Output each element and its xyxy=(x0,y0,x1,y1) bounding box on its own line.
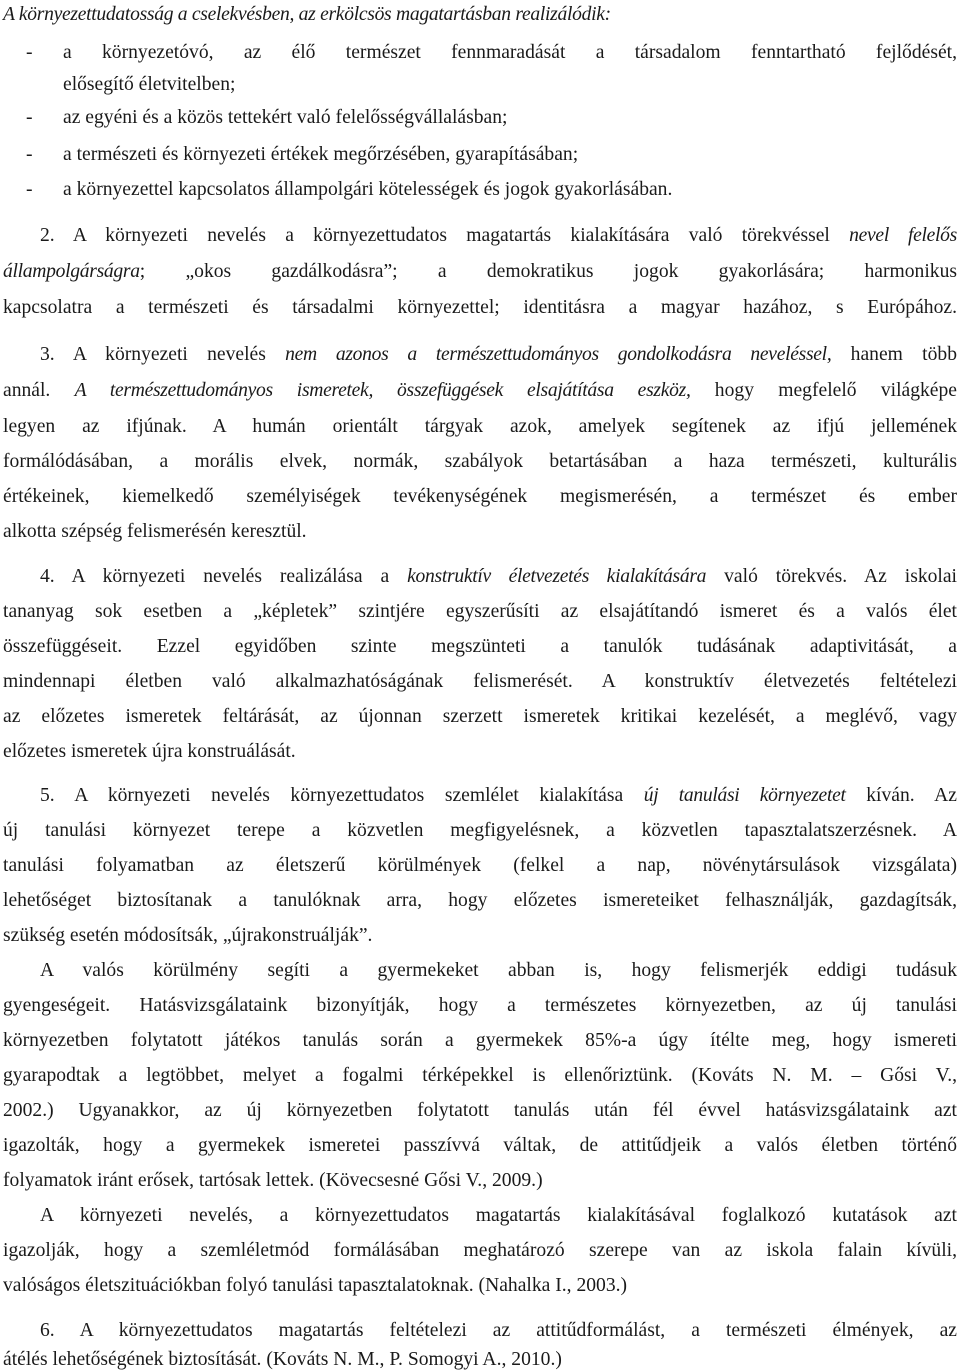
paragraph-line: az előzetes ismeretek feltárását, az újonnan szerzett ismeretek kritikai kezelését, a meglévő, vagy xyxy=(3,706,957,727)
paragraph-line: 6. A környezettudatos magatartás feltételezi az attitűdformálást, a természeti élmények, az xyxy=(40,1320,957,1341)
paragraph-line: tananyag sok esetben a „képletek” szintjére egyszerűsíti az elsajátítandó ismeret és a valós élet xyxy=(3,601,957,622)
paragraph-line: kapcsolatra a természeti és társadalmi környezettel; identitásra a magyar hazához, s Európához. xyxy=(3,297,957,318)
bullet-item-continuation: elősegítő életvitelben; xyxy=(63,74,236,95)
document-page: A környezettudatosság a cselekvésben, az erkölcsös magatartásban realizálódik: - a környezetóvó, az élő természet fennmaradását a társadalom fenntartható fejlődését, elősegítő életvitelben; - az egyéni és a közös tettekért való felelősségvállalásban; - a természeti és környezeti értékek megőrzésében, gyarapításában; - a környezettel kapcsolatos állampolgári kötelességek és jogok gyakorlásában. 2. A környezeti nevelés a környezettudatos magatartás kialakítására való törekvéssel nevel felelős állampolgárságra; „okos gazdálkodásra”; a demokratikus jogok gyakorlására; harmonikus kapcsolatra a természeti és társadalmi környezettel; identitásra a magyar hazához, s Európához. 3. A környezeti nevelés nem azonos a természettudományos gondolkodásra neveléssel, hanem több annál. A természettudományos ismeretek, összefüggések elsajátítása eszköz, hogy megfelelő világképe legyen az ifjúnak. A humán orientált tárgyak azok, amelyek segítenek az ifjú jellemének formálódásában, a morális elvek, normák, szabályok betartásában a haza természeti, kulturális értékeinek, kiemelkedő személyiségek tevékenységének megismerésén, a természet és ember alkotta szépség felismerésén keresztül. 4. A környezeti nevelés realizálása a konstruktív életvezetés kialakítására való törekvés. Az iskolai tananyag sok esetben a „képletek” szintjére egyszerűsíti az elsajátítandó ismeret és a valós élet összefüggéseit. Ezzel egyidőben szinte megszünteti a tanulók tudásának adaptivitását, a mindennapi életben való alkalmazhatóságának felismerését. A konstruktív életvezetés feltételezi az előzetes ismeretek feltárását, az újonnan szerzett ismeretek kritikai kezelését, a meglévő, vagy előzetes ismeretek újra konstruálását. 5. A környezeti nevelés környezettudatos szemlélet kialakítása új tanulási környezetet kíván. Az új tanulási környezet terepe a közvetlen megfigyelésnek, a közvetlen tapasztalatszerzésnek. A tanulási folyamatban az életszerű körülmények (felkel a nap, növénytársulások vizsgálata) lehetőséget biztosítanak a tanulóknak arra, hogy előzetes ismereteiket felhasználják, gazdagítsák, szükség esetén módosítsák, „újrakonstruálják”. A valós körülmény segíti a gyermekeket abban is, hogy felismerjék eddigi tudásuk gyengeségeit. Hatásvizsgálataink bizonyítják, hogy a természetes környezetben, az új tanulási környezetben folytatott játékos tanulás során a gyermekek 85%-a úgy ítélte meg, hogy ismereti gyarapodtak a legtöbbet, melyet a fogalmi térképekkel is ellenőriztünk. (Kováts N. M. – Gősi V., 2002.) Ugyanakkor, az új környezetben folytatott tanulás után fél évvel hatásvizsgálataink azt igazolták, hogy a gyermekek ismeretei passzívvá váltak, de attitűdjeik a valós életben történő folyamatok iránt erősek, tartósak lettek. (Kövecsesné Gősi V., 2009.) A környezeti nevelés, a környezettudatos magatartás kialakításával foglalkozó kutatások azt igazolják, hogy a szemléletmód formálásában meghatározó szerepe van az iskola falain kívüli, valóságos életszituációkban folyó tanulási tapasztalatoknak. (Nahalka I., 2003.) 6. A környezettudatos magatartás feltételezi az attitűdformálást, a természeti élmények, az átélés lehetőségének biztosítását. (Kováts N. M., P. Somogyi A., 2010.) xyxy=(3,4,957,1370)
paragraph-line: új tanulási környezet terepe a közvetlen megfigyelésnek, a közvetlen tapasztalatszerzésnek. A xyxy=(3,820,957,841)
paragraph-line: értékeinek, kiemelkedő személyiségek tevékenységének megismerésén, a természet és ember xyxy=(3,486,957,507)
paragraph-line: gyengeségeit. Hatásvizsgálataink bizonyítják, hogy a természetes környezetben, az új tanulási xyxy=(3,995,957,1016)
paragraph-line: formálódásában, a morális elvek, normák, szabályok betartásában a haza természeti, kulturális xyxy=(3,451,957,472)
paragraph-line: lehetőséget biztosítanak a tanulóknak arra, hogy előzetes ismereteiket felhasználják, gazdagítsák, xyxy=(3,890,957,911)
paragraph-line: A valós körülmény segíti a gyermekeket abban is, hogy felismerjék eddigi tudásuk xyxy=(40,960,957,981)
paragraph-line: előzetes ismeretek újra konstruálását. xyxy=(3,741,296,762)
paragraph-line: környezetben folytatott játékos tanulás során a gyermekek 85%-a úgy ítélte meg, hogy ismereti xyxy=(3,1030,957,1051)
paragraph-line: szükség esetén módosítsák, „újrakonstruálják”. xyxy=(3,925,373,946)
intro-line: A környezettudatosság a cselekvésben, az erkölcsös magatartásban realizálódik: xyxy=(3,4,611,25)
paragraph-line: átélés lehetőségének biztosítását. (Kováts N. M., P. Somogyi A., 2010.) xyxy=(3,1349,562,1370)
paragraph-line: mindennapi életben való alkalmazhatóságának felismerését. A konstruktív életvezetés feltételezi xyxy=(3,671,957,692)
paragraph-line: gyarapodtak a legtöbbet, melyet a fogalmi térképekkel is ellenőriztünk. (Kováts N. M. – Gősi V., xyxy=(3,1065,957,1086)
paragraph-line: annál. A természettudományos ismeretek, összefüggések elsajátítása eszköz, hogy megfelelő világképe xyxy=(3,380,957,401)
paragraph-line: 2. A környezeti nevelés a környezettudatos magatartás kialakítására való törekvéssel nevel felelős xyxy=(40,225,957,246)
paragraph-line: A környezeti nevelés, a környezettudatos magatartás kialakításával foglalkozó kutatások azt xyxy=(40,1205,957,1226)
paragraph-line: legyen az ifjúnak. A humán orientált tárgyak azok, amelyek segítenek az ifjú jellemének xyxy=(3,416,957,437)
paragraph-line: összefüggéseit. Ezzel egyidőben szinte megszünteti a tanulók tudásának adaptivitását, a xyxy=(3,636,957,657)
paragraph-line: tanulási folyamatban az életszerű körülmények (felkel a nap, növénytársulások vizsgálata) xyxy=(3,855,957,876)
paragraph-line: állampolgárságra; „okos gazdálkodásra”; a demokratikus jogok gyakorlására; harmonikus xyxy=(3,261,957,282)
paragraph-line: 2002.) Ugyanakkor, az új környezetben folytatott tanulás után fél évvel hatásvizsgálataink azt xyxy=(3,1100,957,1121)
paragraph-line: 3. A környezeti nevelés nem azonos a természettudományos gondolkodásra neveléssel, hanem több xyxy=(40,344,957,365)
paragraph-line: folyamatok iránt erősek, tartósak lettek. (Kövecsesné Gősi V., 2009.) xyxy=(3,1170,543,1191)
paragraph-line: 4. A környezeti nevelés realizálása a konstruktív életvezetés kialakítására való törekvés. Az iskolai xyxy=(40,566,957,587)
paragraph-line: igazolták, hogy a gyermekek ismeretei passzívvá váltak, de attitűdjeik a valós életben történő xyxy=(3,1135,957,1156)
paragraph-line: igazolják, hogy a szemléletmód formálásában meghatározó szerepe van az iskola falain kívüli, xyxy=(3,1240,957,1261)
paragraph-line: valóságos életszituációkban folyó tanulási tapasztalatoknak. (Nahalka I., 2003.) xyxy=(3,1275,628,1296)
paragraph-line: alkotta szépség felismerésén keresztül. xyxy=(3,521,307,542)
paragraph-line: 5. A környezeti nevelés környezettudatos szemlélet kialakítása új tanulási környezetet kíván. Az xyxy=(40,785,957,806)
